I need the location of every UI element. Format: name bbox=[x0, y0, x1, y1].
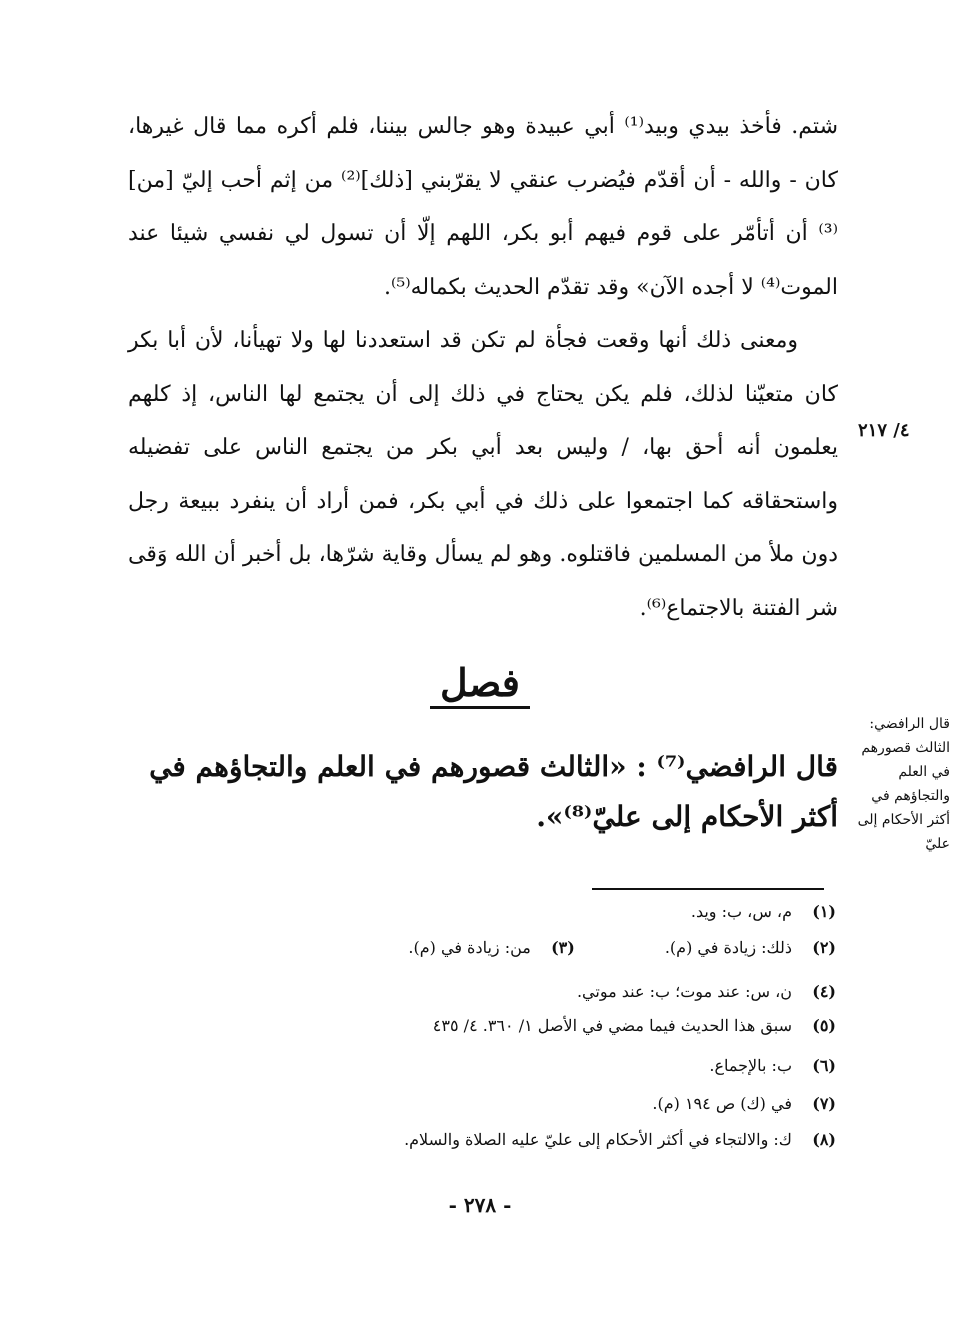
paragraph-2: ومعنى ذلك أنها وقعت فجأة لم تكن قد استعددنا لها ولا تهيأنا، لأن أبا بكر كان متعيّنا لذلك، فلم يكن يحتاج في ذلك إلى أن يجتمع لها الناس، إذ كلهم يعلمون أنه أحق بها، / وليس بعد أبي بكر من يجتمع الناس على تفضيله واستحقاقه كما اجتمعوا على ذلك في أبي بكر، فمن أراد أن ينفرد ببيعة رجل دون ملأ من المسلمين فاقتلوه. وهو لم يسأل وقاية شرّها، بل أخبر أن الله وَقى شر الفتنة بالاجتماع⁽⁶⁾. bbox=[128, 328, 838, 621]
footnote-number: (٢) bbox=[812, 938, 836, 957]
footnote bbox=[240, 1016, 836, 1035]
footnote-text: في (ك) ص ١٩٤ (م). bbox=[652, 1094, 792, 1113]
margin-reference: ٤/ ٢١٧ bbox=[858, 420, 910, 441]
footnote bbox=[240, 982, 836, 1001]
footnote-number: (٥) bbox=[812, 1016, 836, 1035]
footnote-text: ك: والالتجاء في أكثر الأحكام إلى عليّ عليه الصلاة والسلام. bbox=[404, 1130, 792, 1149]
footnote bbox=[240, 1130, 836, 1149]
quote-text: : «الثالث قصورهم في العلم والتجاؤهم في أكثر الأحكام إلى عليّ⁽⁸⁾». bbox=[149, 750, 838, 833]
footnote-number: (٤) bbox=[812, 982, 836, 1001]
footnote bbox=[240, 938, 836, 957]
main-text bbox=[128, 100, 838, 635]
footnote-text: من: زيادة في (م). bbox=[408, 938, 531, 957]
footnote-text: سبق هذا الحديث فيما مضي في الأصل ١/ ٣٦٠. ٤/ ٤٣٥ bbox=[432, 1016, 792, 1035]
footnote-number: (٨) bbox=[812, 1130, 836, 1149]
footnote-rule bbox=[592, 888, 824, 890]
quote-lead: قال الرافضي⁽⁷⁾ bbox=[656, 750, 838, 783]
paragraph-1: شتم. فأخذ بيدي وبيد⁽¹⁾ أبي عبيدة وهو جالس بيننا، فلم أكره مما قال غيرها، كان - والله - أن أقدّم فيُضرب عنقي لا يقرّبني [ذلك]⁽²⁾ من إثم أحب إليّ [من]⁽³⁾ أن أتأمّر على قوم فيهم أبو بكر، اللهم إلّا أن تسول لي نفسي شيئا عند الموت⁽⁴⁾ لا أجده الآن» وقد تقدّم الحديث بكماله⁽⁵⁾. bbox=[128, 114, 839, 300]
section-heading: فصل bbox=[440, 660, 520, 705]
footnote-number: (٧) bbox=[812, 1094, 836, 1113]
margin-note: قال الرافضي: الثالث قصورهم في العلم والتجاؤهم في أكثر الأحكام إلى عليّ bbox=[857, 716, 950, 852]
page-number: - ٢٧٨ - bbox=[448, 1193, 512, 1217]
footnote bbox=[240, 1094, 836, 1113]
footnote bbox=[240, 902, 836, 921]
footnote-number: (٣) bbox=[551, 938, 575, 957]
footnote-number: (١) bbox=[812, 902, 836, 921]
heading-underline bbox=[430, 706, 530, 709]
footnote-number: (٦) bbox=[812, 1056, 836, 1075]
footnote-text: ن، س: عند موت؛ ب: عند موتي. bbox=[576, 982, 792, 1001]
section-quote bbox=[128, 742, 838, 842]
footnote-text: ب: بالإجماع. bbox=[709, 1056, 792, 1075]
footnote-text: ذلك: زيادة في (م). bbox=[664, 938, 792, 957]
footnote-text: م، س، ب: ويد. bbox=[690, 902, 792, 921]
footnote bbox=[240, 1056, 836, 1075]
